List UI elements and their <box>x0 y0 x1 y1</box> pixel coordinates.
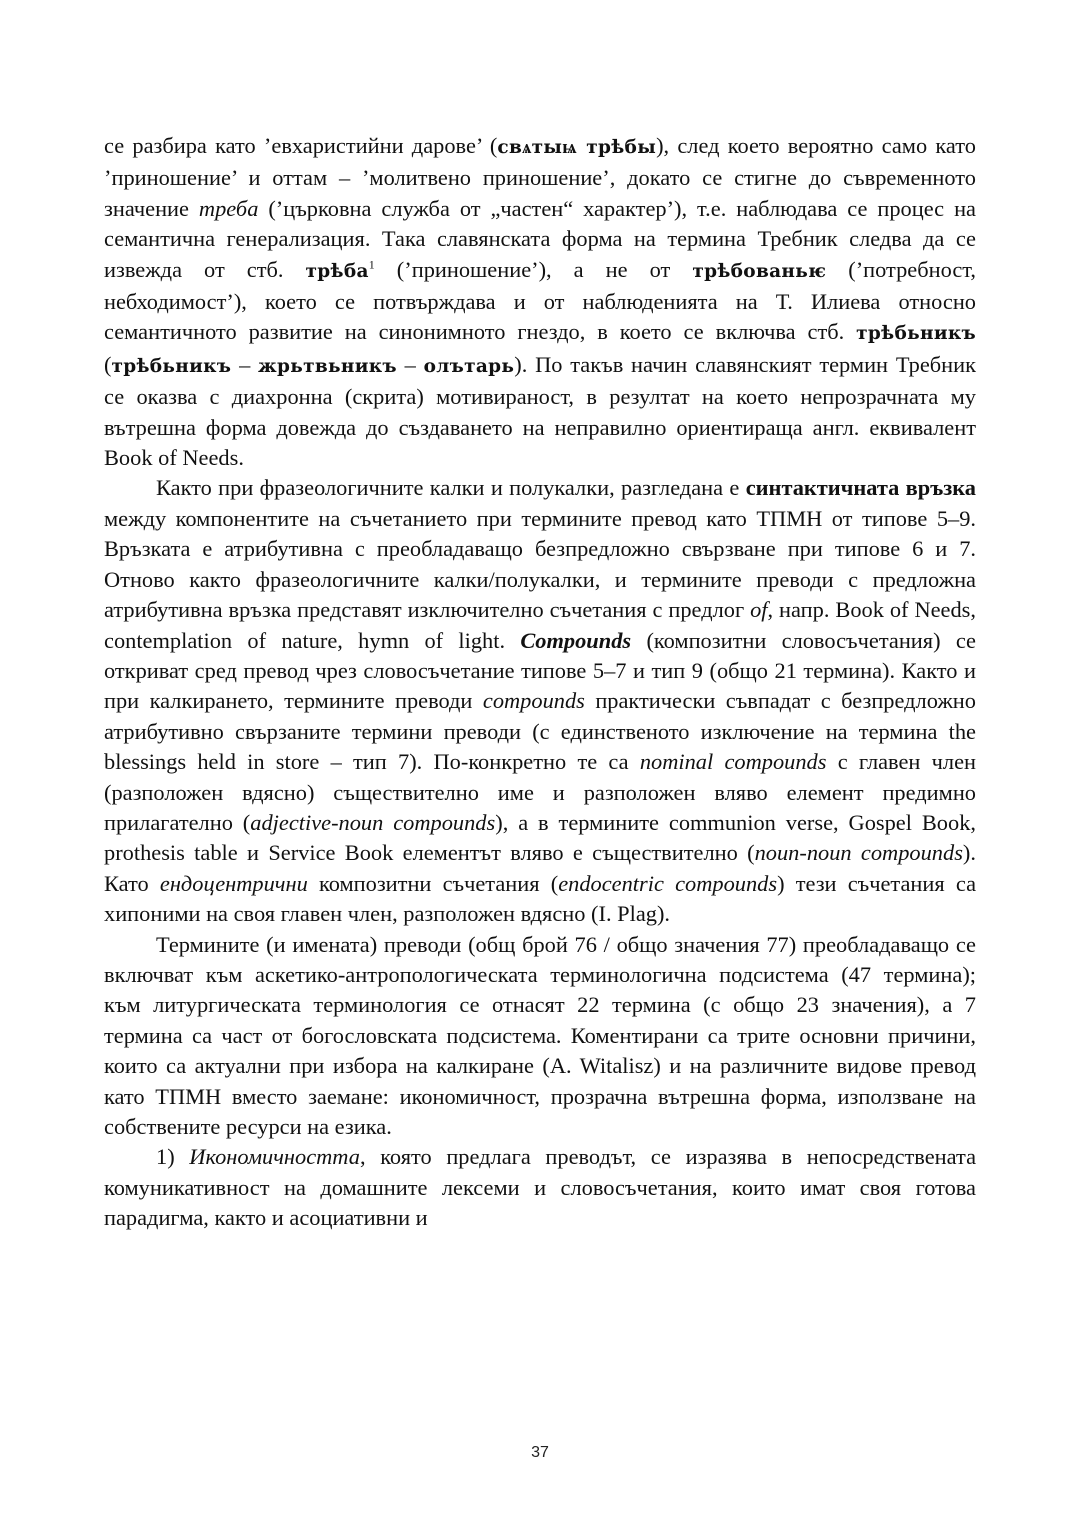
bold-italic-term: Compounds <box>520 627 632 653</box>
text-run: практически съвпадат с безпредложно атрибутивно свързаните термини преводи (с единственото изключение на термина the blessings held in store – тип 7). По-конкретно те са <box>104 688 976 775</box>
italic-term: noun-noun compounds <box>754 840 963 866</box>
footnote-marker[interactable]: 1 <box>368 257 375 272</box>
text-run: Както при фразеологичните калки и полукалки, разгледана е <box>156 475 746 501</box>
old-slavonic-term: свѧтыѩ трѣбы <box>497 137 657 158</box>
text-run: ). По такъв начин славянският термин Требник се оказва с диахронна (скрита) мотивираност, в резултат на което непрозрачната му вътрешна форма довежда до създаването на неправилно ориентираща англ. еквивалент Book of Needs. <box>104 351 977 471</box>
italic-term: треба <box>198 195 259 221</box>
text-run: 1) <box>156 1144 190 1170</box>
text-run: ), а в термините communion verse, Gospel Book, prothesis table и Service Book елементът вляво е съществително ( <box>104 809 976 866</box>
text-run: (композитни словосъчетания) се откриват сред превод чрез словосъчетание типове 5–7 и тип 9 (общо 21 термина). Както и при калкирането, термините преводи <box>104 627 976 714</box>
text-run: с главен член (разположен вдясно) съществително име и разположен вляво елемент предимно прилагателно ( <box>104 749 977 835</box>
paragraph-4 <box>104 1142 976 1233</box>
italic-term: endocentric compounds <box>558 870 778 896</box>
text-run: ), след което вероятно само като ’приношение’ и оттам – ’молитвено приношение’, докато се стигне до съвременното значение <box>104 133 976 221</box>
text-run: , която предлага преводът, се изразява в непосредствената комуникативност на домашните лексеми и словосъчетания, които имат своя готова парадигма, както и асоциативни и <box>104 1144 977 1231</box>
text-run: ( <box>104 351 112 377</box>
old-slavonic-term: трѣбьникъ <box>856 323 976 345</box>
text-run: (’потребност, небходимост’), което се потвърждава и от наблюденията на Т. Илиева относно семантичното развитие на синонимното гнездо, в което се включва стб. <box>104 256 977 345</box>
paragraph-1 <box>104 131 976 473</box>
italic-term: Икономичността <box>189 1144 360 1170</box>
text-run: (’приношение’), а не от <box>374 256 693 282</box>
paragraph-2 <box>104 473 976 929</box>
old-slavonic-term: трѣбьникъ <box>111 355 232 377</box>
text-run: композитни съчетания ( <box>307 870 559 896</box>
italic-term: ендоцентрични <box>159 870 308 896</box>
text-run: – <box>396 351 424 377</box>
text-run: – <box>231 351 259 377</box>
bold-term: синтактичната връзка <box>745 475 977 501</box>
italic-term: adjective-noun compounds <box>250 809 496 835</box>
text-run: ) тези съчетания са хипоними на своя главен член, разположен вдясно (I. Plag). <box>104 870 977 927</box>
old-slavonic-term: трѣба <box>305 260 369 282</box>
old-slavonic-term: трѣбованьѥ <box>692 260 827 282</box>
text-run: се разбира като ’евхаристийни дарове’ ( <box>104 133 498 158</box>
italic-term: of <box>750 597 768 623</box>
old-slavonic-term: олътарь <box>423 355 515 377</box>
text-run: , напр. Book of Needs, contemplation of nature, hymn of light. <box>104 597 976 653</box>
page-number: 37 <box>531 1444 549 1461</box>
italic-term: nominal compounds <box>639 749 827 775</box>
text-run: между компонентите на съчетанието при термините превод като ТПМН от типове 5–9. Връзката е атрибутивна с преобладаващо безпредложно свързване при типове 6 и 7. Отново както фразеологичните калки/полукалки, и термините преводи с предложна атрибутивна връзка представят изключително съчетания с предлог <box>104 505 976 623</box>
italic-term: compounds <box>482 688 585 714</box>
text-run: ). Като <box>104 840 976 896</box>
old-slavonic-term: жрьтвьникъ <box>258 355 397 377</box>
text-run: (’църковна служба от „частен“ характер’), т.е. наблюдава се процес на семантична генерализация. Така славянската форма на термина Требник следва да се извежда от стб. <box>104 195 976 282</box>
paragraph-3: Термините (и имената) преводи (общ брой 76 / общо значения 77) преобладаващо се включват към аскетико-антропологическата терминологична подсистема (47 термина); към литургическата терминология се отнасят 22 термина (с общо 23 значения), а 7 термина са част от богословската подсистема. Коментирани са трите основни причини, които са актуални при избора на калкиране (A. Witalisz) и на различните видове превод като ТПМН вместо заемане: икономичност, прозрачна вътрешна форма, използване на собствените ресурси на езика. <box>104 931 976 1139</box>
body-text <box>104 131 976 1234</box>
